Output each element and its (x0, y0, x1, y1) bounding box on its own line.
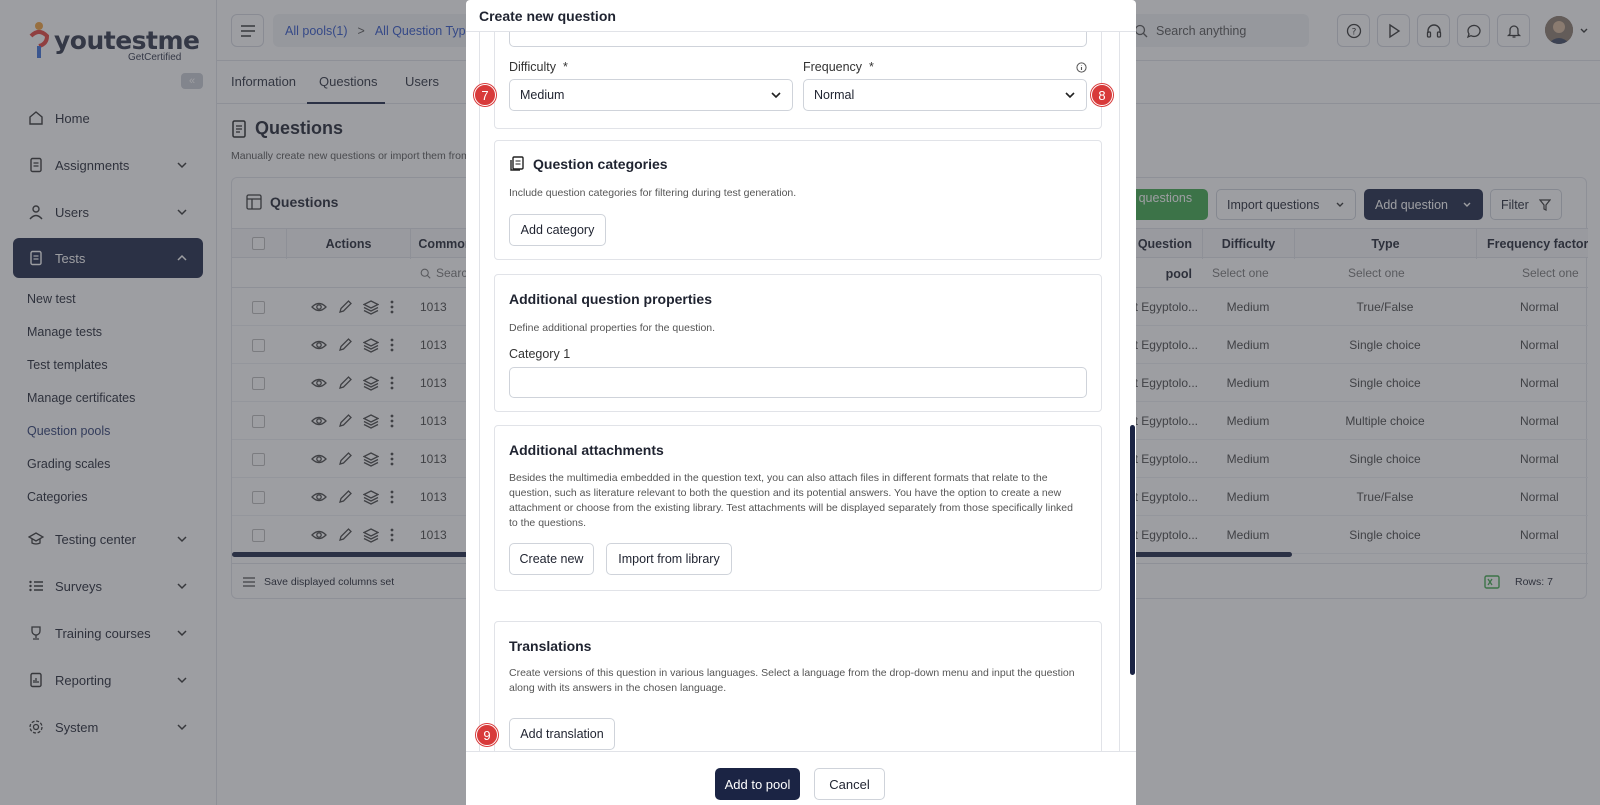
required-mark: * (869, 60, 874, 74)
cancel-button[interactable]: Cancel (814, 768, 885, 800)
step-badge-9: 9 (476, 724, 498, 746)
question-categories-section (494, 140, 1102, 260)
properties-description: Define additional properties for the question. (509, 322, 716, 334)
additional-attachments-section (494, 425, 1102, 591)
frequency-value: Normal (814, 88, 855, 102)
modal-body (479, 32, 1120, 751)
category-1-label: Category 1 (509, 347, 571, 361)
difficulty-select[interactable] (509, 79, 793, 111)
categories-title-text: Question categories (533, 156, 668, 172)
info-icon[interactable] (1076, 62, 1087, 73)
step-badge-8: 8 (1091, 84, 1113, 106)
attachments-title: Additional attachments (509, 442, 664, 458)
category-1-input[interactable] (509, 367, 1087, 398)
modal-title: Create new question (466, 0, 1136, 32)
add-to-pool-button[interactable]: Add to pool (715, 768, 800, 800)
translations-title: Translations (509, 638, 592, 654)
modal-footer (466, 751, 1136, 805)
import-from-library-button[interactable]: Import from library (606, 543, 732, 575)
categories-title (509, 156, 668, 172)
attachments-description: Besides the multimedia embedded in the question text, you can also attach files in different formats that relate to the question, such as literature relevant to both the question and its potential answers. You have the option to create a new attachment or choose from the existing library. Test attachments will be displayed separately from those specifically linked to the questions. (509, 472, 1073, 529)
difficulty-value: Medium (520, 88, 565, 102)
translations-description: Create versions of this question in various languages. Select a language from the drop-down menu and input the question along with its answers in the chosen language. (509, 667, 1075, 694)
add-translation-button[interactable]: Add translation (509, 718, 615, 750)
required-mark: * (562, 60, 568, 74)
create-new-attachment-button[interactable]: Create new (509, 543, 594, 575)
previous-field-input[interactable] (509, 32, 1087, 47)
step-badge-7: 7 (474, 84, 496, 106)
add-category-button[interactable]: Add category (509, 214, 606, 246)
copy-icon (509, 156, 525, 172)
question-settings-section (494, 32, 1102, 129)
create-question-modal (466, 0, 1136, 805)
difficulty-label (509, 60, 568, 74)
vertical-scrollbar[interactable] (1130, 425, 1135, 675)
difficulty-label-text: Difficulty (509, 60, 557, 74)
chevron-down-icon (1064, 89, 1076, 101)
frequency-label (803, 60, 874, 74)
chevron-down-icon (770, 89, 782, 101)
translations-section (494, 621, 1102, 751)
additional-properties-section (494, 274, 1102, 412)
categories-description: Include question categories for filtering during test generation. (509, 187, 797, 199)
frequency-label-text: Frequency (803, 60, 863, 74)
frequency-select[interactable] (803, 79, 1087, 111)
properties-title: Additional question properties (509, 291, 713, 307)
